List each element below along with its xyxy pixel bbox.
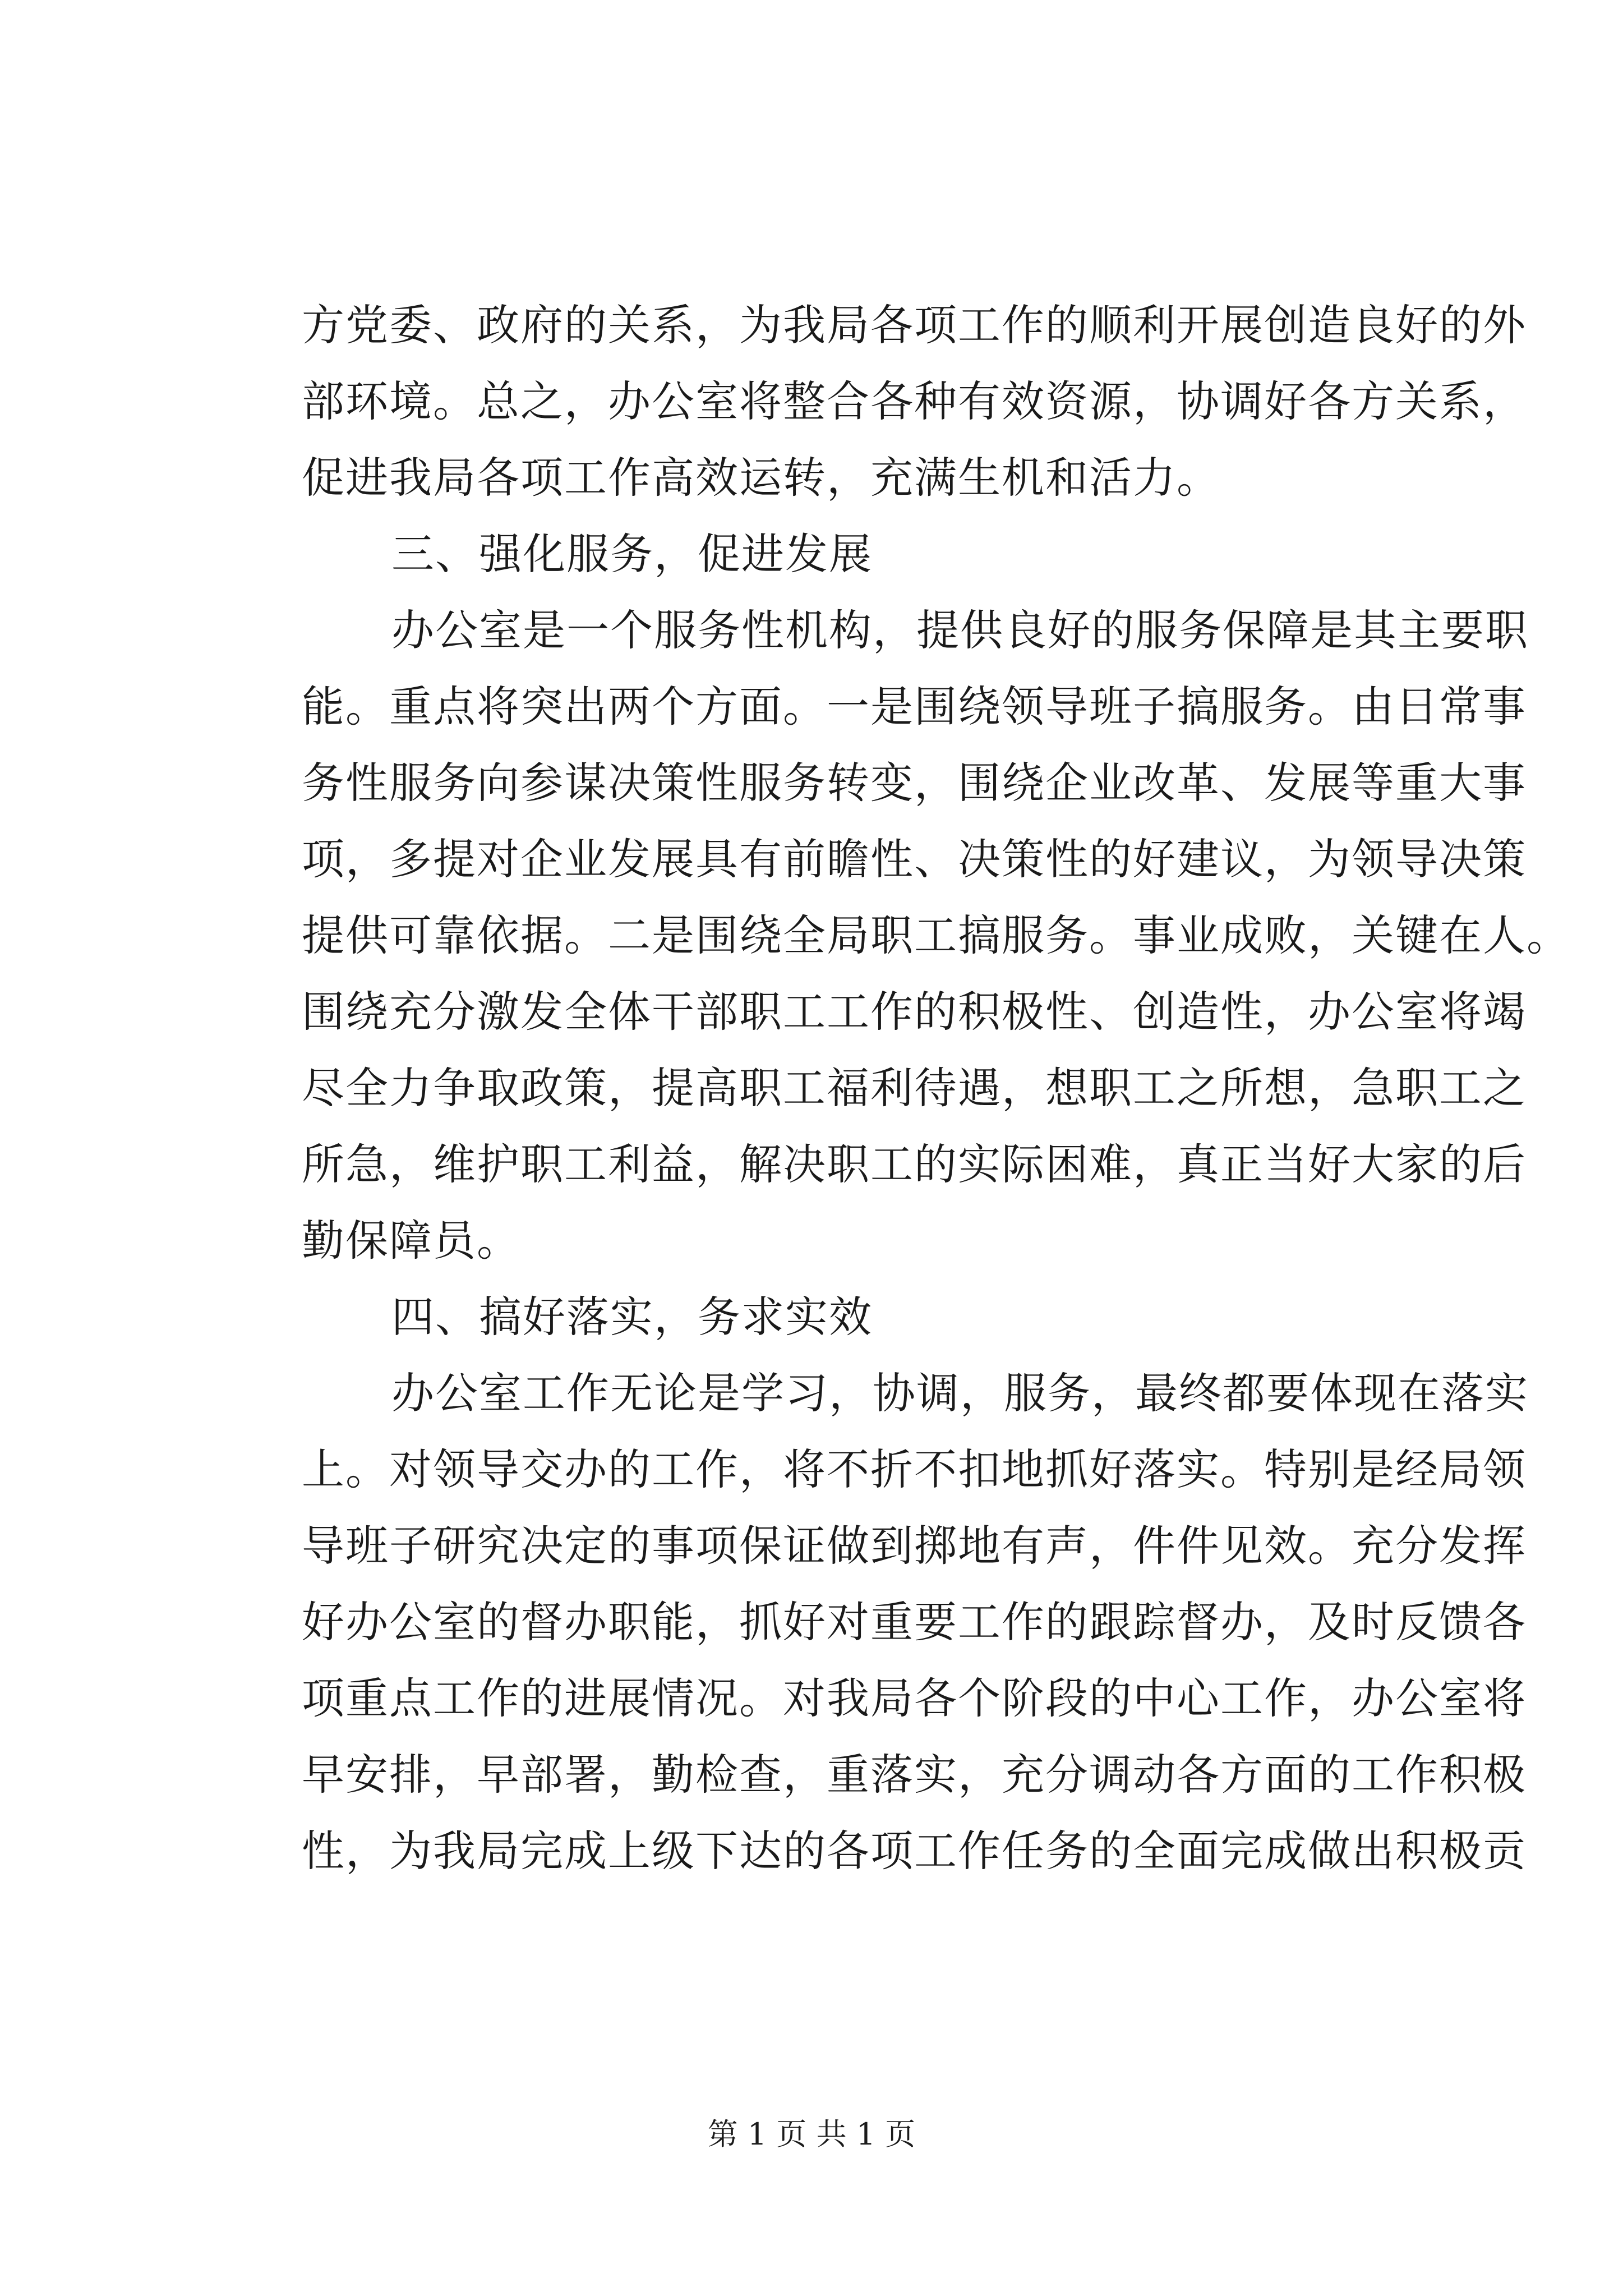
- text-line: 提供可靠依据。二是围绕全局职工搞服务。事业成败，关键在人。: [302, 910, 1570, 960]
- text-line: 部环境。总之，办公室将整合各种有效资源，协调好各方关系，: [302, 376, 1527, 426]
- text-line: 方党委、政府的关系，为我局各项工作的顺利开展创造良好的外: [302, 300, 1527, 350]
- text-line: 项重点工作的进展情况。对我局各个阶段的中心工作，办公室将: [302, 1673, 1527, 1723]
- text-line: 上。对领导交办的工作，将不折不扣地抓好落实。特别是经局领: [302, 1444, 1527, 1494]
- text-line: 性，为我局完成上级下达的各项工作任务的全面完成做出积极贡: [302, 1826, 1527, 1876]
- text-line: 务性服务向参谋决策性服务转变，围绕企业改革、发展等重大事: [302, 758, 1527, 808]
- page-number-label: 第 1 页 共 1 页: [707, 2116, 916, 2152]
- text-line: 所急，维护职工利益，解决职工的实际困难，真正当好大家的后: [302, 1139, 1527, 1189]
- paragraph-first-line: 办公室是一个服务性机构，提供良好的服务保障是其主要职: [391, 605, 1529, 655]
- text-line: 导班子研究决定的事项保证做到掷地有声，件件见效。充分发挥: [302, 1521, 1527, 1571]
- text-line: 早安排，早部署，勤检查，重落实，充分调动各方面的工作积极: [302, 1750, 1527, 1800]
- text-line: 能。重点将突出两个方面。一是围绕领导班子搞服务。由日常事: [302, 682, 1527, 731]
- document-body: [302, 287, 1570, 1889]
- paragraph-first-line: 办公室工作无论是学习，协调，服务，最终都要体现在落实: [391, 1368, 1529, 1418]
- section-heading: 四、搞好落实，务求实效: [391, 1292, 873, 1342]
- text-line: 促进我局各项工作高效运转，充满生机和活力。: [302, 453, 1220, 503]
- text-line: 好办公室的督办职能，抓好对重要工作的跟踪督办，及时反馈各: [302, 1597, 1527, 1647]
- text-line: 围绕充分激发全体干部职工工作的积极性、创造性，办公室将竭: [302, 987, 1527, 1037]
- page-footer: [0, 2115, 1623, 2154]
- text-line: 项，多提对企业发展具有前瞻性、决策性的好建议，为领导决策: [302, 834, 1527, 884]
- section-heading: 三、强化服务，促进发展: [391, 529, 873, 579]
- text-line: 勤保障员。: [302, 1216, 520, 1266]
- text-line: 尽全力争取政策，提高职工福利待遇，想职工之所想，急职工之: [302, 1063, 1527, 1113]
